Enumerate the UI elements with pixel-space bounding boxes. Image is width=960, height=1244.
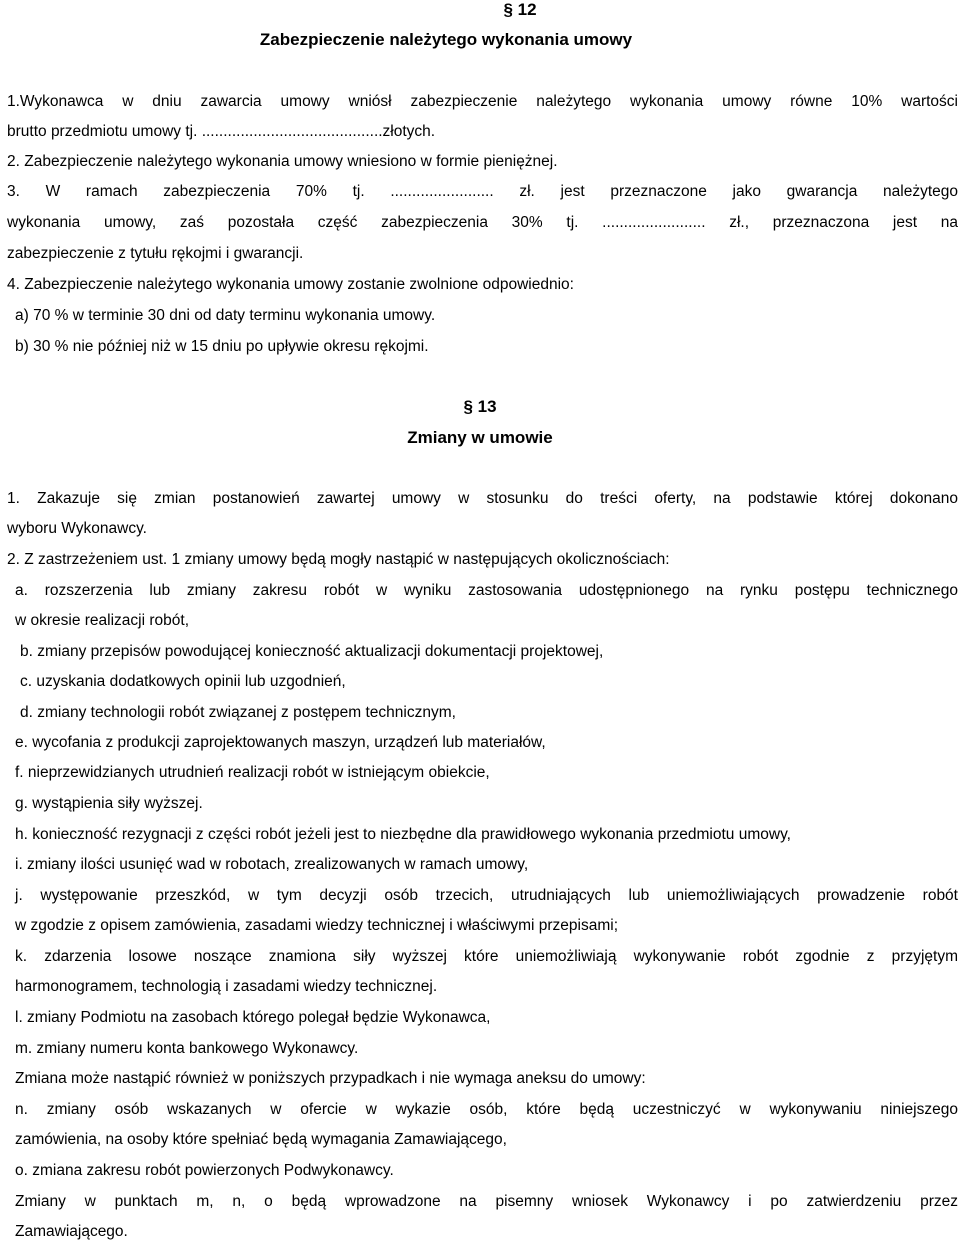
s12-line-8: a) 70 % w terminie 30 dni od daty terminu wykonania umowy. — [15, 307, 436, 324]
s13-line-4: a. rozszerzenia lub zmiany zakresu robót w wyniku zastosowania udostępnionego na rynku postępu technicznego — [15, 582, 958, 599]
s13-line-17: harmonogramem, technologią i zasadami wiedzy technicznej. — [15, 978, 438, 995]
s13-line-19: m. zmiany numeru konta bankowego Wykonawcy. — [15, 1040, 359, 1057]
s12-line-2: brutto przedmiotu umowy tj. ..........................................złotych. — [7, 123, 436, 140]
section-13-number: § 13 — [463, 397, 497, 416]
s13-line-23: o. zmiana zakresu robót powierzonych Podwykonawcy. — [15, 1162, 394, 1179]
s13-line-9: e. wycofania z produkcji zaprojektowanych maszyn, urządzeń lub materiałów, — [15, 734, 546, 751]
s13-line-2: wyboru Wykonawcy. — [7, 520, 147, 537]
s13-line-11: g. wystąpienia siły wyższej. — [15, 795, 203, 812]
s13-line-21: n. zmiany osób wskazanych w ofercie w wykazie osób, które będą uczestniczyć w wykonywaniu niniejszego — [15, 1101, 958, 1118]
section-12-title: Zabezpieczenie należytego wykonania umowy — [259, 30, 633, 49]
s13-line-7: c. uzyskania dodatkowych opinii lub uzgodnień, — [20, 673, 346, 690]
s12-line-1: 1.Wykonawca w dniu zawarcia umowy wniósł zabezpieczenie należytego wykonania umowy równe 10% wartości — [7, 93, 958, 110]
s13-line-16: k. zdarzenia losowe noszące znamiona siły wyższej które uniemożliwiają wykonywanie robót zgodnie z przyjętym — [15, 948, 958, 965]
s12-line-4: 3. W ramach zabezpieczenia 70% tj. ........................ zł. jest przeznaczone jako gwarancja należytego — [7, 183, 958, 200]
s13-line-20: Zmiana może nastąpić również w poniższych przypadkach i nie wymaga aneksu do umowy: — [15, 1070, 646, 1087]
s13-line-25: Zamawiającego. — [15, 1223, 128, 1240]
s12-line-6: zabezpieczenie z tytułu rękojmi i gwarancji. — [7, 245, 304, 262]
s12-line-7: 4. Zabezpieczenie należytego wykonania umowy zostanie zwolnione odpowiednio: — [7, 276, 574, 293]
s12-line-3: 2. Zabezpieczenie należytego wykonania umowy wniesiono w formie pieniężnej. — [7, 153, 558, 170]
s13-line-1: 1. Zakazuje się zmian postanowień zawartej umowy w stosunku do treści oferty, na podstawie której dokonano — [7, 490, 958, 507]
section-13-title: Zmiany w umowie — [407, 428, 553, 447]
s13-line-6: b. zmiany przepisów powodującej konieczność aktualizacji dokumentacji projektowej, — [20, 643, 604, 660]
s13-line-24: Zmiany w punktach m, n, o będą wprowadzone na pisemny wniosek Wykonawcy i po zatwierdzeniu przez — [15, 1193, 958, 1210]
s13-line-3: 2. Z zastrzeżeniem ust. 1 zmiany umowy będą mogły nastąpić w następujących okolicznościach: — [7, 551, 670, 568]
s12-line-9: b) 30 % nie później niż w 15 dniu po upływie okresu rękojmi. — [15, 338, 429, 355]
s12-line-5: wykonania umowy, zaś pozostała część zabezpieczenia 30% tj. ........................ zł., przeznaczona jest na — [7, 214, 958, 231]
s13-line-12: h. konieczność rezygnacji z części robót jeżeli jest to niezbędne dla prawidłowego wykonania przedmiotu umowy, — [15, 826, 791, 843]
s13-line-8: d. zmiany technologii robót związanej z postępem technicznym, — [20, 704, 456, 721]
s13-line-13: i. zmiany ilości usunięć wad w robotach, zrealizowanych w ramach umowy, — [15, 856, 529, 873]
s13-line-10: f. nieprzewidzianych utrudnień realizacji robót w istniejącym obiekcie, — [15, 764, 490, 781]
s13-line-5: w okresie realizacji robót, — [15, 612, 190, 629]
s13-line-22: zamówienia, na osoby które spełniać będą wymagania Zamawiającego, — [15, 1131, 507, 1148]
s13-line-15: w zgodzie z opisem zamówienia, zasadami wiedzy technicznej i właściwymi przepisami; — [15, 917, 619, 934]
section-12-number: § 12 — [503, 0, 537, 19]
s13-line-18: l. zmiany Podmiotu na zasobach którego polegał będzie Wykonawca, — [15, 1009, 491, 1026]
s13-line-14: j. występowanie przeszkód, w tym decyzji osób trzecich, utrudniających lub uniemożliwiających prowadzenie robót — [15, 887, 958, 904]
